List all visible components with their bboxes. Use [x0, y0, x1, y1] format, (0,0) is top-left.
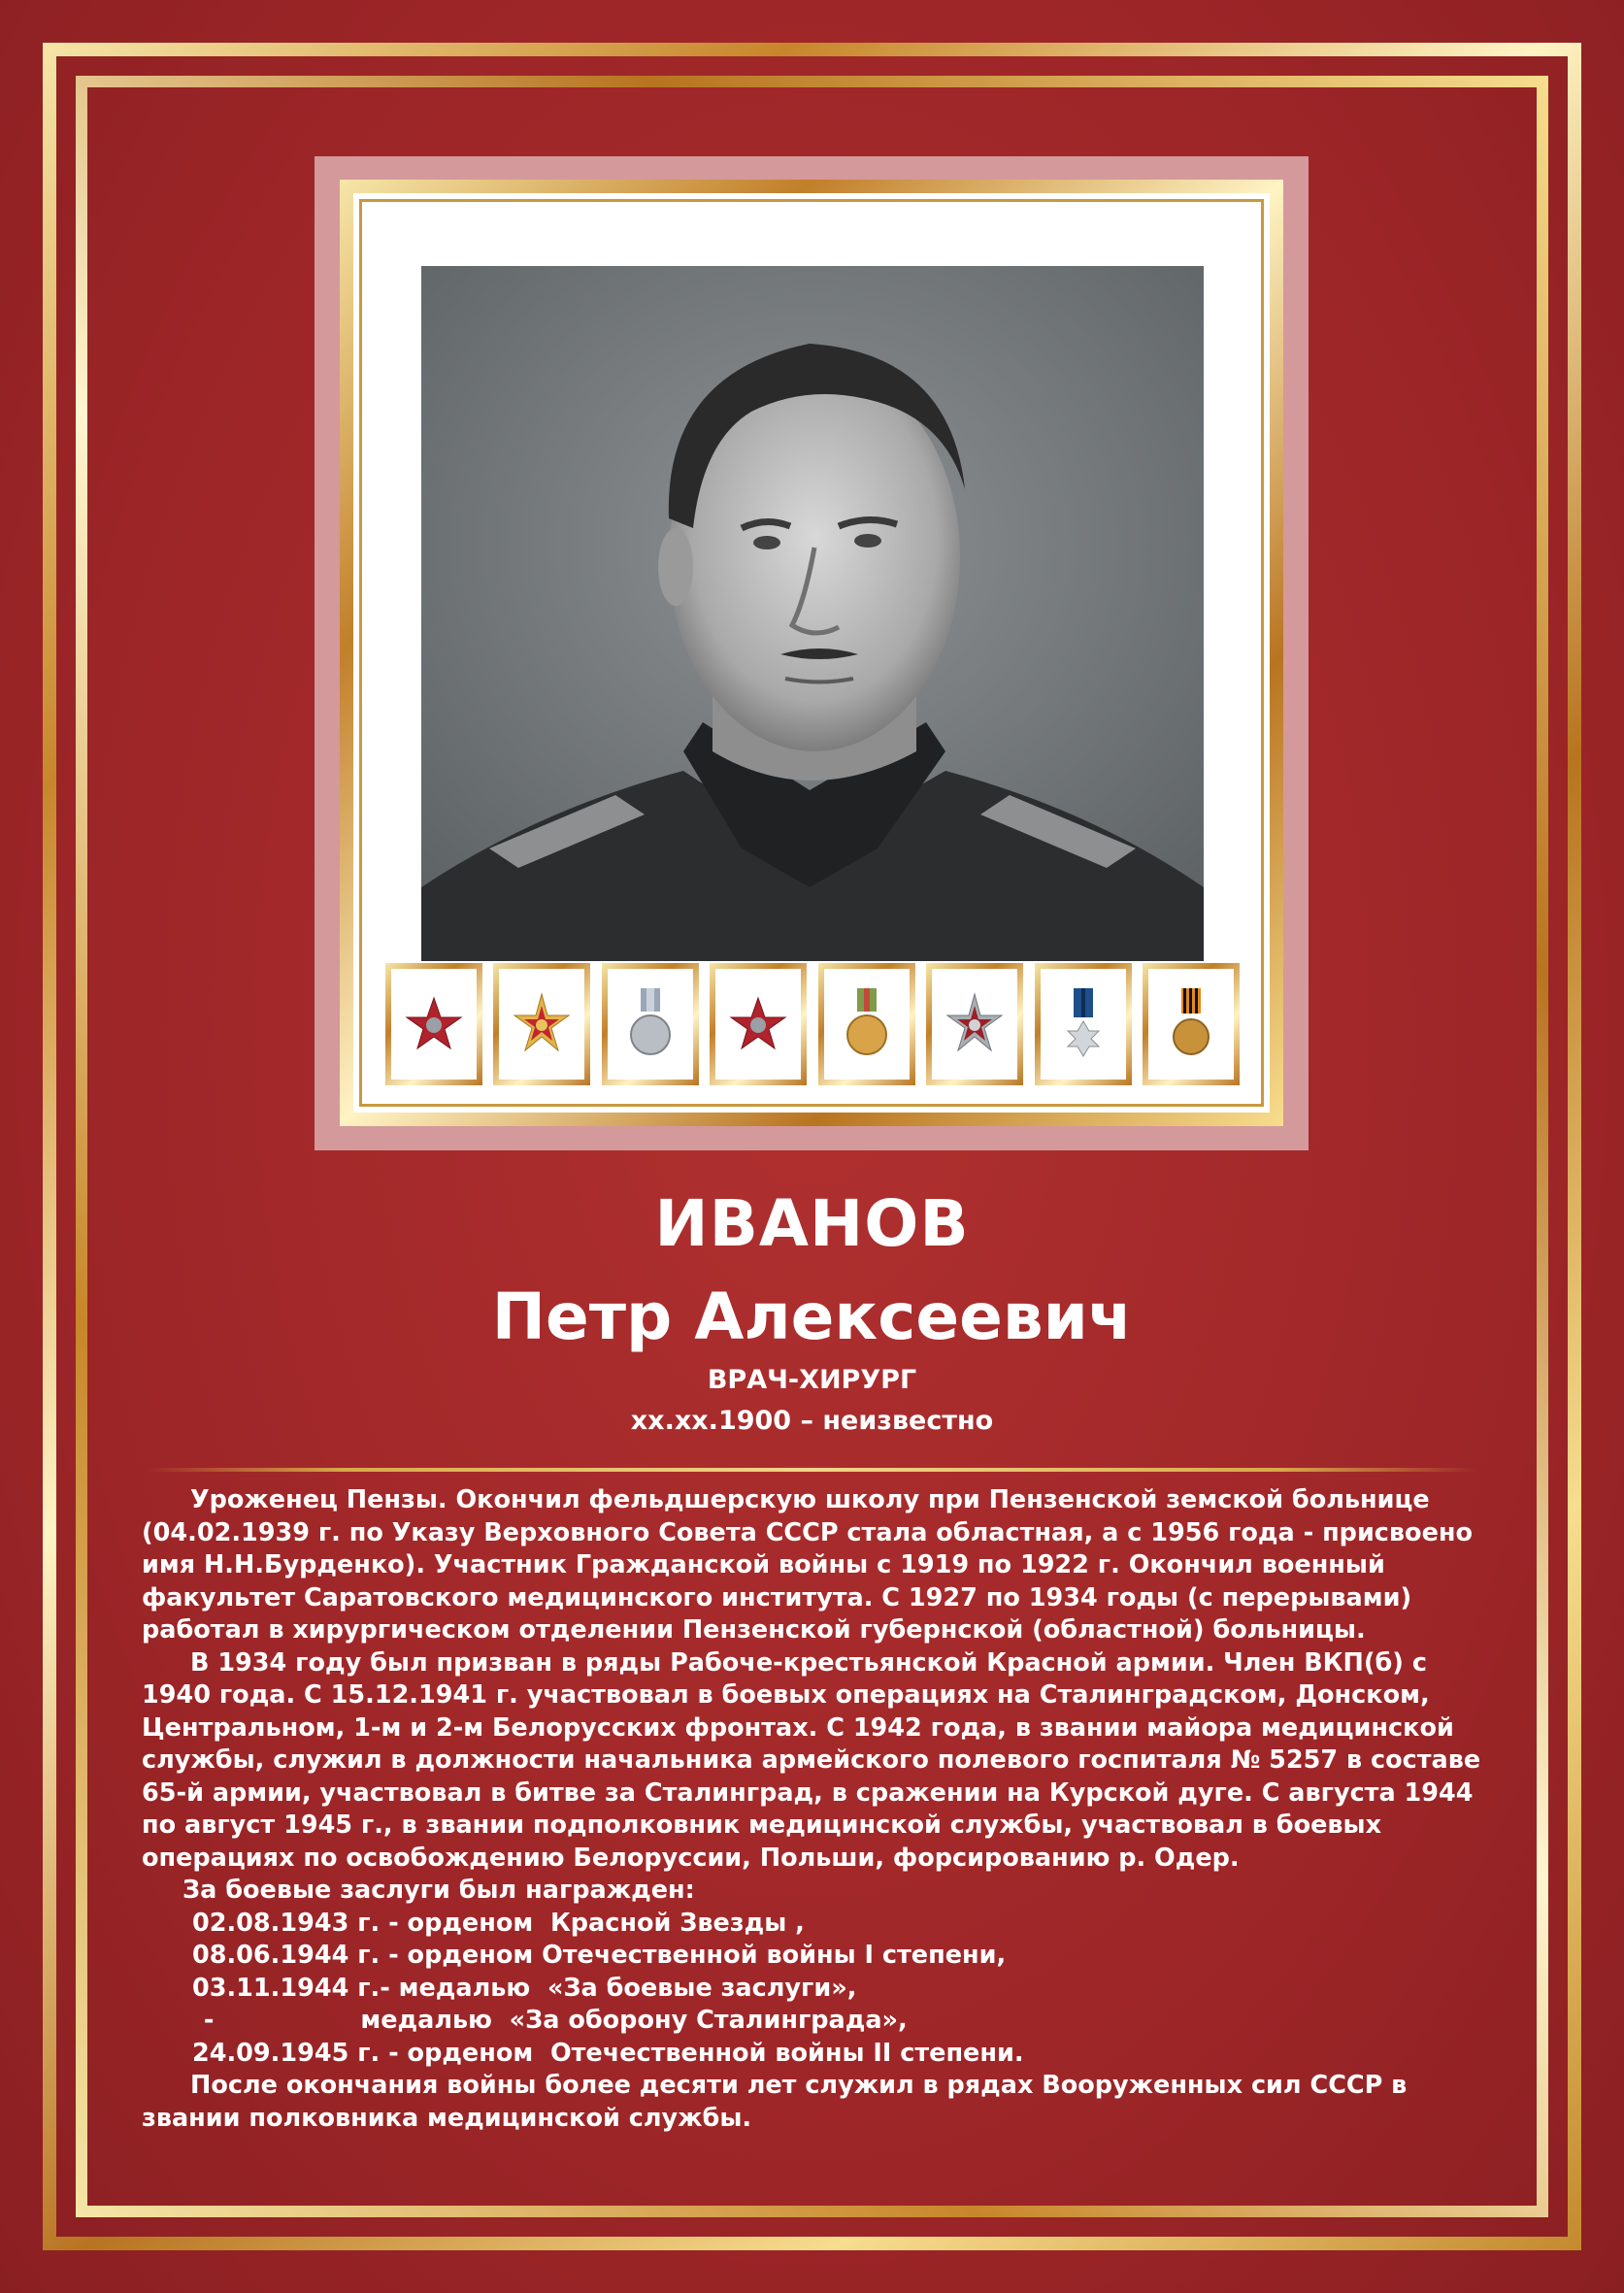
medal-frame: [710, 963, 807, 1085]
award-item: 24.09.1945 г. - орденом Отечественной войны II степени.: [192, 2038, 1024, 2068]
medal-frame: [818, 963, 915, 1085]
medal-frame: [926, 963, 1023, 1085]
patriotic-war-order-gold-icon: [513, 986, 571, 1064]
medal-frame: [1143, 963, 1240, 1085]
awards-heading: За боевые заслуги был награжден:: [182, 1876, 695, 1905]
medal-frame: [1035, 963, 1132, 1085]
medal-frame: [602, 963, 699, 1085]
award-item: 03.11.1944 г.- медалью «За боевые заслуги»,: [192, 1973, 857, 2003]
medal-frame: [493, 963, 590, 1085]
first-name: Петр Алексеевич: [491, 1279, 1133, 1354]
medal-frame: [385, 963, 482, 1085]
award-item: 08.06.1944 г. - орденом Отечественной войны I степени,: [192, 1941, 1007, 1970]
combat-merit-medal-icon: [621, 986, 679, 1064]
stalingrad-defense-medal-icon: [838, 986, 896, 1064]
medals-row: [385, 963, 1240, 1085]
red-star-order-icon: [405, 986, 463, 1064]
life-dates: xx.xx.1900 – неизвестно: [630, 1406, 994, 1436]
patriotic-war-order-silver-icon: [945, 986, 1004, 1064]
bio-paragraph: После окончания войны более десяти лет служил в рядах Вооруженных сил СССР в звании полковника медицинской службы.: [142, 2071, 1408, 2133]
portrait-photo: [421, 266, 1204, 961]
gold-divider: [146, 1468, 1478, 1472]
red-star-order-icon: [729, 986, 787, 1064]
bio-paragraph: Уроженец Пензы. Окончил фельдшерскую школу при Пензенской земской больнице (04.02.1939 г. по Указу Верховного Совета СССР стала областная, а с 1956 года - присвоено имя Н.Н.Бурденко). Участник Гражданской войны с 1919 по 1922 г. Окончил военный факультет Саратовского медицинского института. С 1927 по 1934 годы (с перерывами) работал в хирургическом отделении Пензенской губернской (областной) больницы.: [142, 1485, 1474, 1645]
victory-over-germany-medal-icon: [1162, 986, 1220, 1064]
biography: [142, 1484, 1501, 2135]
profession: ВРАЧ-ХИРУРГ: [707, 1365, 917, 1395]
award-item: 02.08.1943 г. - орденом Красной Звезды ,: [192, 1908, 805, 1938]
cross-medal-blue-ribbon-icon: [1054, 986, 1112, 1064]
award-item: - медалью «За оборону Сталинграда»,: [195, 2006, 908, 2035]
bio-paragraph: В 1934 году был призван в ряды Рабоче-крестьянской Красной армии. Член ВКП(б) с 1940 года. С 15.12.1941 г. участвовал в боевых операциях на Сталинградском, Донском, Центральном, 1-м и 2-м Белорусских фронтах. С 1942 года, в звании майора медицинской службы, служил в должности начальника армейского полевого госпиталя № 5257 в составе 65-й армии, участвовал в битве за Сталинград, в сражении на Курской дуге. С августа 1944 по август 1945 г., в звании подполковник медицинской службы, участвовал в боевых операциях по освобождению Белоруссии, Польши, форсированию р. Одер.: [142, 1647, 1481, 1873]
last-name: ИВАНОВ: [654, 1186, 970, 1261]
